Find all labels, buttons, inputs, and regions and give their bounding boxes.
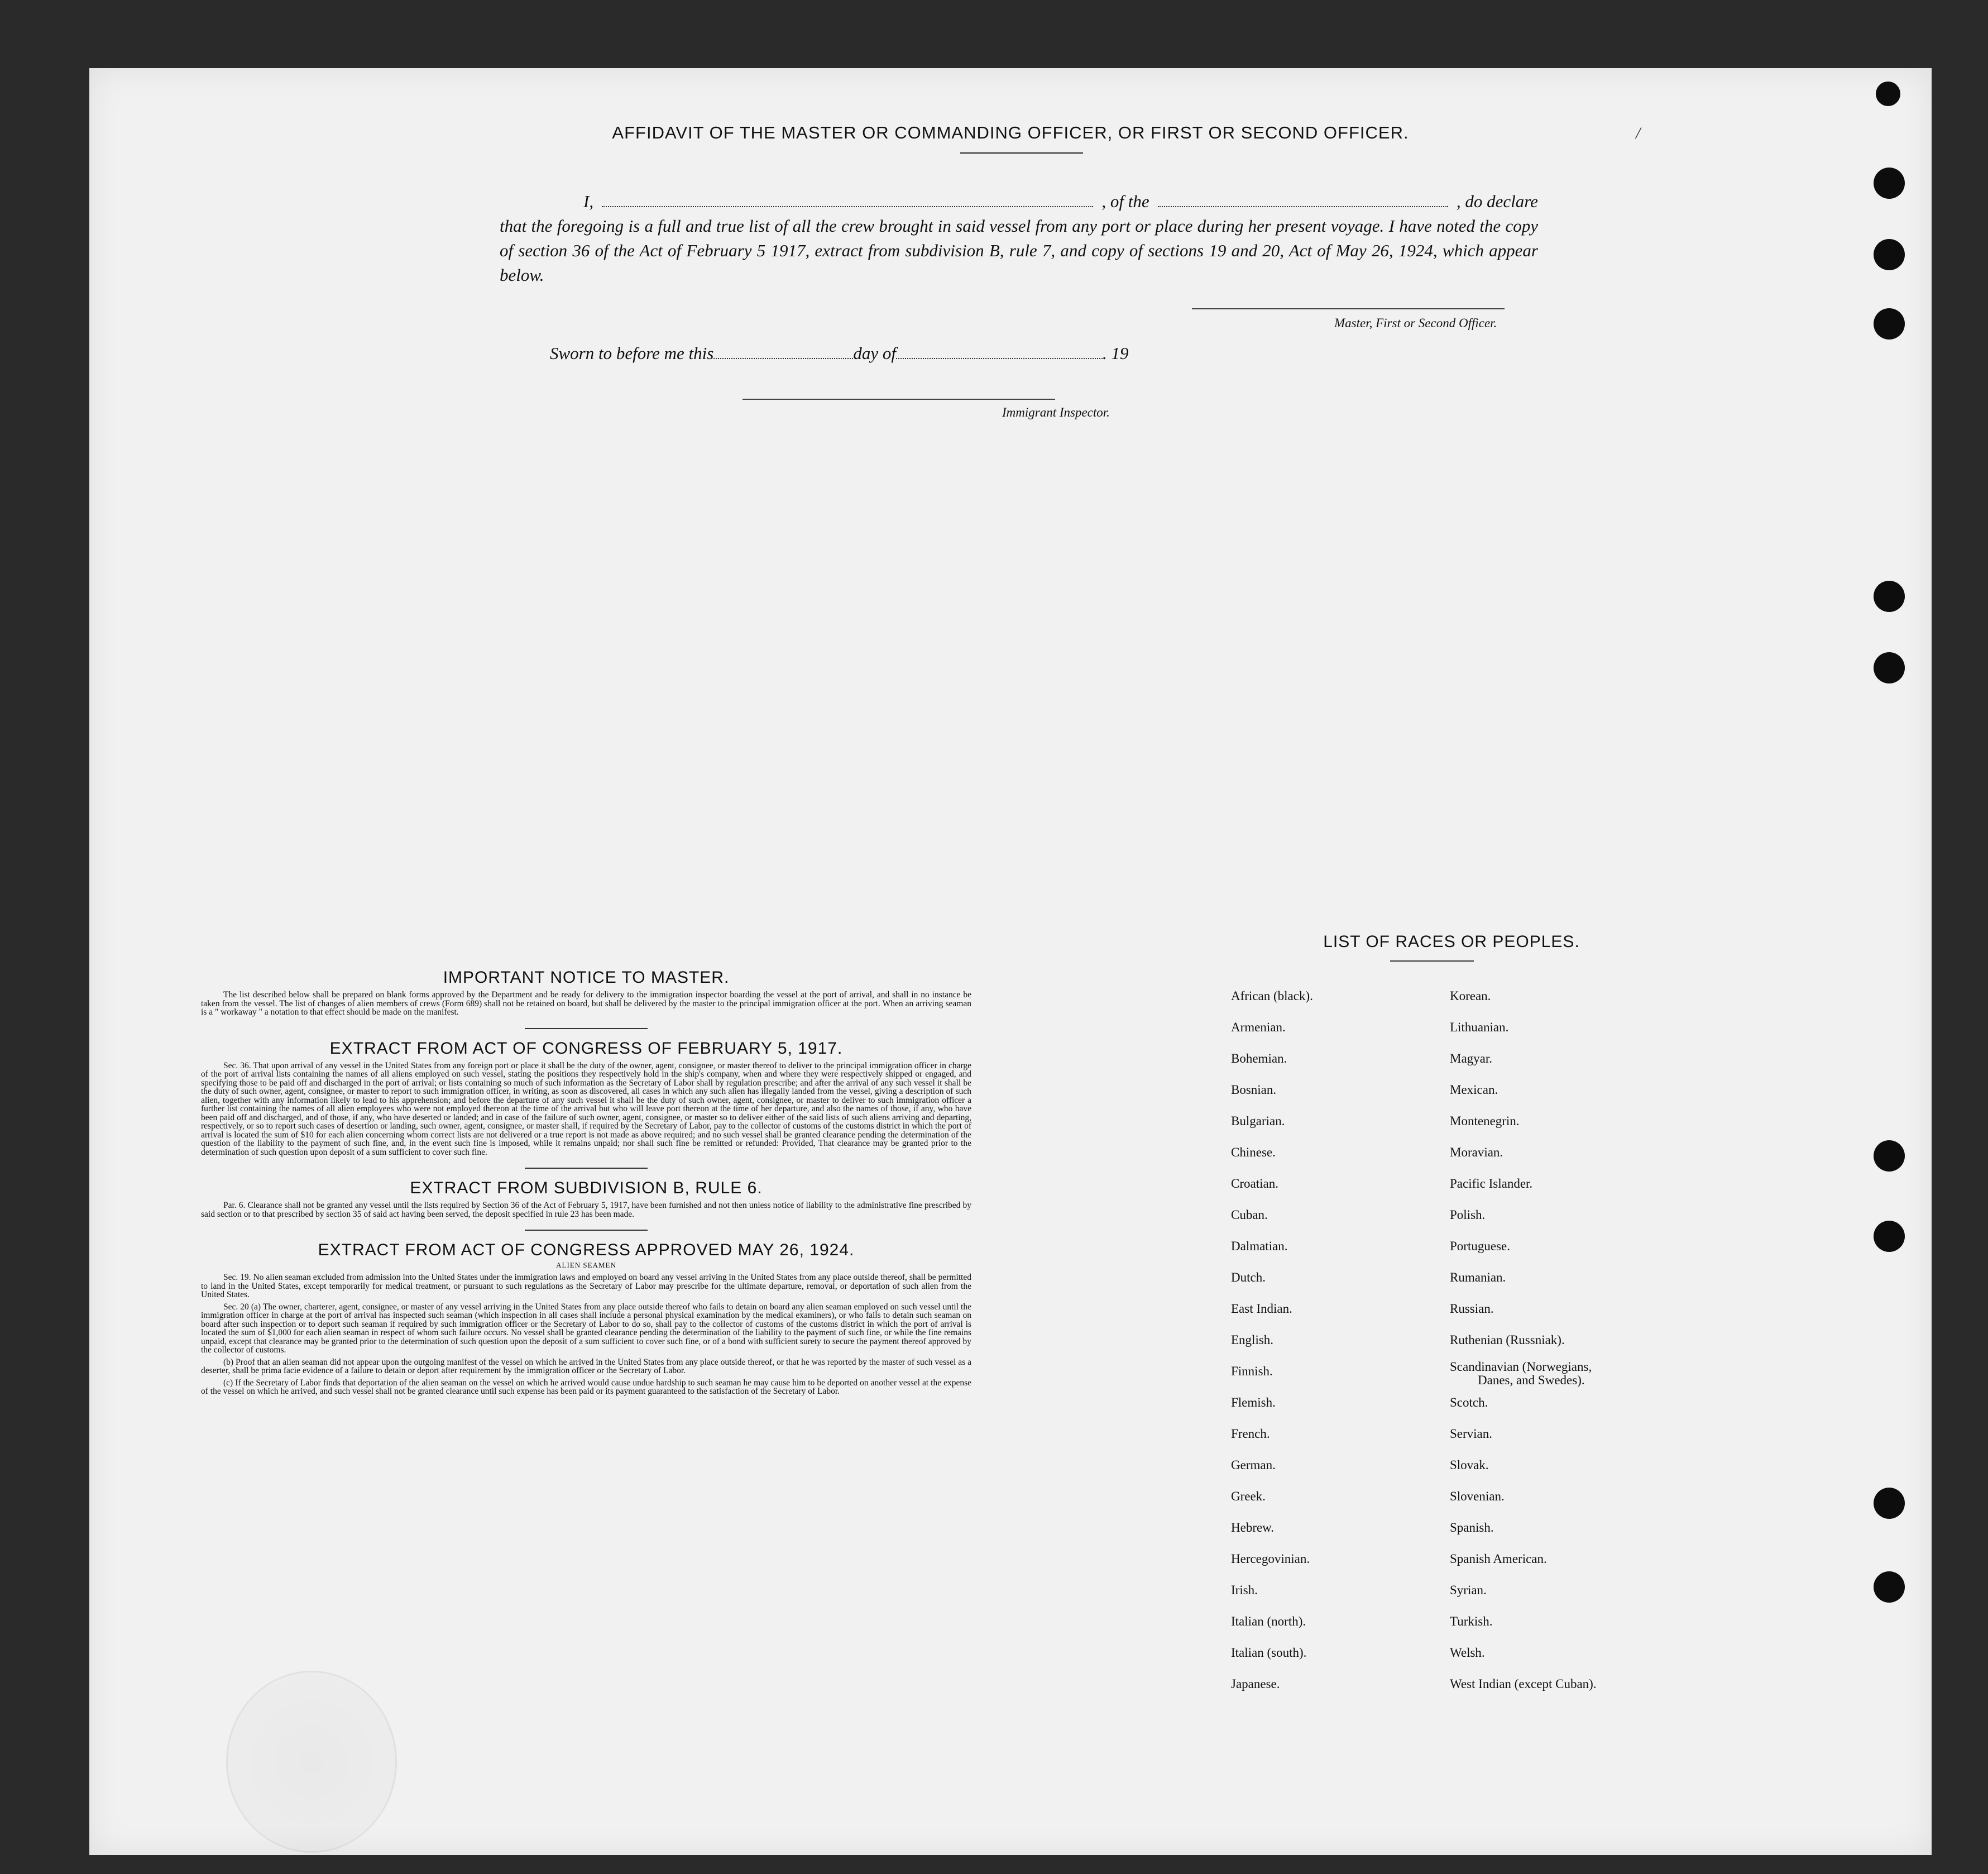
punch-hole xyxy=(1874,239,1905,270)
extract-1924-title: EXTRACT FROM ACT OF CONGRESS APPROVED MAY 26, 1924. xyxy=(318,1241,855,1259)
sworn-month-field[interactable] xyxy=(896,358,1103,359)
race-item: Dutch. xyxy=(1231,1270,1266,1284)
race-item: Mexican. xyxy=(1450,1083,1498,1097)
do-declare-label: , do declare xyxy=(1456,192,1538,211)
race-item: Scotch. xyxy=(1450,1395,1488,1409)
extract-rule6-title: EXTRACT FROM SUBDIVISION B, RULE 6. xyxy=(410,1179,763,1197)
title-underline xyxy=(960,152,1083,154)
race-item-scandinavian xyxy=(1450,1356,1597,1387)
race-item: Bosnian. xyxy=(1231,1083,1277,1097)
embossed-seal xyxy=(226,1671,397,1853)
declaration-text: that the foregoing is a full and true list of all the crew brought in said vessel from any port or place during her present voyage. I have noted the copy of section 36 of the Act of February 5 1917, extract from subdivision B, rule 7, and copy of sections 19 and 20, Act of May 26, 1924, which appear below. xyxy=(500,216,1538,285)
race-item-continued: Danes, and Swedes). xyxy=(1478,1373,1585,1387)
race-item: Italian (south). xyxy=(1231,1646,1307,1660)
page-number: / xyxy=(1636,124,1641,142)
punch-hole xyxy=(1874,1571,1905,1603)
vessel-field[interactable] xyxy=(1158,206,1448,207)
punch-hole xyxy=(1874,308,1905,340)
race-item: Rumanian. xyxy=(1450,1270,1506,1284)
race-item: Welsh. xyxy=(1450,1646,1485,1660)
section-divider xyxy=(525,1168,648,1169)
race-item: Finnish. xyxy=(1231,1364,1273,1378)
declarant-name-field[interactable] xyxy=(602,206,1093,207)
race-item: Hebrew. xyxy=(1231,1521,1275,1534)
races-title-underline xyxy=(1390,960,1474,962)
race-item: Spanish American. xyxy=(1450,1552,1547,1566)
extract-1924-sec19: Sec. 19. No alien seaman excluded from admission into the United States under the immigration laws and employed on board any vessel arriving in the United States from any place outside thereof, shall be permitted to land in the United States, except temporarily for medical treatment, or pursuant to such regulations as the Secretary of Labor may prescribe for the ultimate departure, removal, or deportation of such alien from the United States. xyxy=(201,1273,971,1299)
extract-1924-subtitle: ALIEN SEAMEN xyxy=(556,1261,616,1269)
race-item: Portuguese. xyxy=(1450,1239,1510,1253)
races-column-1 xyxy=(1231,981,1313,1700)
notices-column xyxy=(201,968,971,1396)
race-item: Italian (north). xyxy=(1231,1614,1306,1628)
punch-hole xyxy=(1874,652,1905,683)
race-item: Slovak. xyxy=(1450,1458,1489,1472)
affidavit-declaration xyxy=(500,189,1538,288)
race-item: Spanish. xyxy=(1450,1521,1494,1534)
race-item: Korean. xyxy=(1450,989,1491,1003)
inspector-signature-caption: Immigrant Inspector. xyxy=(1002,405,1110,419)
notice-text: The list described below shall be prepared on blank forms approved by the Department and be ready for delivery to the immigration inspector boarding the vessel at the port of arrival, and shall in no instance be taken from the vessel. The list of changes of alien members of crews (Form 689) shall not be retained on board, but shall be delivered by the master to the principal immigration officer at the port. When an arriving seaman is a " workaway " a notation to that effect should be made on the manifest. xyxy=(201,990,971,1017)
punch-hole xyxy=(1876,82,1900,106)
race-item: Polish. xyxy=(1450,1208,1486,1222)
race-item: Greek. xyxy=(1231,1489,1266,1503)
sworn-day-field[interactable] xyxy=(713,358,853,359)
master-signature-caption: Master, First or Second Officer. xyxy=(1334,316,1497,330)
punch-hole xyxy=(1874,1221,1905,1252)
race-item: Hercegovinian. xyxy=(1231,1552,1310,1566)
race-item: Flemish. xyxy=(1231,1395,1276,1409)
race-item: Armenian. xyxy=(1231,1020,1286,1034)
race-item: Croatian. xyxy=(1231,1177,1278,1191)
race-item: Montenegrin. xyxy=(1450,1114,1520,1128)
race-item: Magyar. xyxy=(1450,1051,1493,1065)
race-item: Bulgarian. xyxy=(1231,1114,1285,1128)
extract-1924-sec20b: (b) Proof that an alien seaman did not appear upon the outgoing manifest of the vessel on which he arrived in the United States from any place outside thereof, or that he was reported by the master of such vessel as a deserter, shall be prima facie evidence of a failure to detain or deport after requirement by the immigration officer or the Secretary of Labor. xyxy=(201,1357,971,1375)
race-item: Ruthenian (Russniak). xyxy=(1450,1333,1565,1347)
race-item: Servian. xyxy=(1450,1427,1493,1441)
day-of-label: day of xyxy=(853,343,896,363)
extract-1917-title: EXTRACT FROM ACT OF CONGRESS OF FEBRUARY 5, 1917. xyxy=(329,1039,843,1058)
sworn-statement xyxy=(550,343,1128,364)
race-item: Turkish. xyxy=(1450,1614,1493,1628)
punch-hole xyxy=(1874,168,1905,199)
section-divider xyxy=(525,1028,648,1029)
declaration-first-line xyxy=(500,189,1538,214)
race-item: Moravian. xyxy=(1450,1145,1503,1159)
race-item: Lithuanian. xyxy=(1450,1020,1509,1034)
sworn-label: Sworn to before me this xyxy=(550,343,714,363)
race-item: Bohemian. xyxy=(1231,1051,1287,1065)
race-item: Syrian. xyxy=(1450,1583,1487,1597)
race-item: East Indian. xyxy=(1231,1302,1292,1316)
race-item: Irish. xyxy=(1231,1583,1258,1597)
race-item: Japanese. xyxy=(1231,1677,1280,1691)
extract-1924-sec20c: (c) If the Secretary of Labor finds that deportation of the alien seaman on the vessel on which he arrived would cause undue hardship to such seaman he may cause him to be deported on another vessel at the expense of the vessel on which he arrived, and such vessel shall not be granted clearance until such expense has been paid or its payment guaranteed to the satisfaction of the Secretary of Labor. xyxy=(201,1378,971,1396)
punch-hole xyxy=(1874,1488,1905,1519)
race-item: Pacific Islander. xyxy=(1450,1177,1533,1191)
race-item: Scandinavian (Norwegians, xyxy=(1450,1360,1592,1374)
race-item: Dalmatian. xyxy=(1231,1239,1288,1253)
races-list-title: LIST OF RACES OR PEOPLES. xyxy=(1323,933,1580,951)
form-page xyxy=(89,68,1932,1855)
master-signature-line[interactable] xyxy=(1192,308,1505,309)
race-item: German. xyxy=(1231,1458,1276,1472)
of-the-label: , of the xyxy=(1101,192,1149,211)
race-item: Chinese. xyxy=(1231,1145,1276,1159)
extract-1924-sec20a: Sec. 20 (a) The owner, charterer, agent, consignee, or master of any vessel arriving in the United States from any place outside thereof who fails to detain on board any alien seaman employed on such vessel until the immigration officer in charge at the port of arrival has inspected such seaman (which inspection in all cases shall include a personal physical examination by the medical examiners), or who fails to detain such seaman on board after such inspection or to deport such seaman if required by such immigration officer or the Secretary of Labor to do so, shall pay to the collector of customs of the customs district in which the port of arrival is located the sum of $1,000 for each alien seaman in respect of whom such failure occurs. No vessel shall be granted clearance pending the determination of the liability to the payment of such fine, or while the fine remains unpaid, except that clearance may be granted prior to the determination of such question upon the deposit of a sum sufficient to cover such fine, or of a bond with sufficient surety to secure the payment thereof approved by the collector of customs. xyxy=(201,1302,971,1355)
affidavit-title: AFFIDAVIT OF THE MASTER OR COMMANDING OFFICER, OR FIRST OR SECOND OFFICER. xyxy=(612,123,1409,142)
race-item: Cuban. xyxy=(1231,1208,1268,1222)
race-item: French. xyxy=(1231,1427,1270,1441)
year-label: . 19 xyxy=(1102,343,1129,363)
extract-rule6-text: Par. 6. Clearance shall not be granted any vessel until the lists required by Section 36 of the Act of February 5, 1917, have been furnished and not then unless notice of liability to the administrative fine prescribed by said section or to that prescribed by section 35 of said act having been served, the deposit specified in rule 23 has been made. xyxy=(201,1201,971,1219)
race-item: Slovenian. xyxy=(1450,1489,1505,1503)
race-item: West Indian (except Cuban). xyxy=(1450,1677,1597,1691)
punch-hole xyxy=(1874,1140,1905,1172)
punch-hole xyxy=(1874,581,1905,612)
race-item: African (black). xyxy=(1231,989,1313,1003)
declarant-label: I, xyxy=(583,192,594,211)
extract-1917-text: Sec. 36. That upon arrival of any vessel in the United States from any foreign port or place it shall be the duty of the owner, agent, consignee, or master thereof to deliver to the principal immigration officer in charge of the port of arrival lists containing the names of all aliens employed on such vessel, stating the positions they respectively hold in the ship's company, when and where they were respectively shipped or engaged, and specifying those to be paid off and discharged in the port of arrival; or lists containing so much of such information as the Secretary of Labor shall by regulation prescribe; and after the arrival of any such vessel it shall be the duty of such owner, agent, consignee, or master to report to such immigration officer, in writing, as soon as discovered, all cases in which any such alien has illegally landed from the vessel, giving a description of such alien, together with any information likely to lead to his apprehension; and before the departure of any such vessel it shall be the duty of such owner, agent, consignee, or master to deliver to such immigration officer a further list containing the names of all alien employees who were not employed thereon at the time of the arrival but who will leave port thereon at the time of her departure, and also the names of those, if any, who have been paid off and discharged, and of those, if any, who have deserted or landed; and in case of the failure of such owner, agent, consignee, or master so to deliver either of the said lists of such aliens arriving and departing, respectively, or so to report such cases of desertion or landing, such owner, agent, consignee, or master shall, if required by the Secretary of Labor, pay to the collector of customs of the customs district in which the port of arrival is located the sum of $10 for each alien concerning whom correct lists are not delivered or a true report is not made as above required; and no such vessel shall be granted clearance pending the determination of the question of the liability to the payment of such fine, and, in the event such fine is imposed, while it remains unpaid; nor shall such fine be remitted or refunded: Provided, That clearance may be granted prior to the determination of such question upon deposit of a sum sufficient to cover such fine. xyxy=(201,1060,971,1157)
inspector-signature-line[interactable] xyxy=(742,399,1055,400)
races-column-2 xyxy=(1450,981,1597,1700)
notice-title: IMPORTANT NOTICE TO MASTER. xyxy=(443,968,730,987)
race-item: Russian. xyxy=(1450,1302,1494,1316)
race-item: English. xyxy=(1231,1333,1274,1347)
section-divider xyxy=(525,1230,648,1231)
